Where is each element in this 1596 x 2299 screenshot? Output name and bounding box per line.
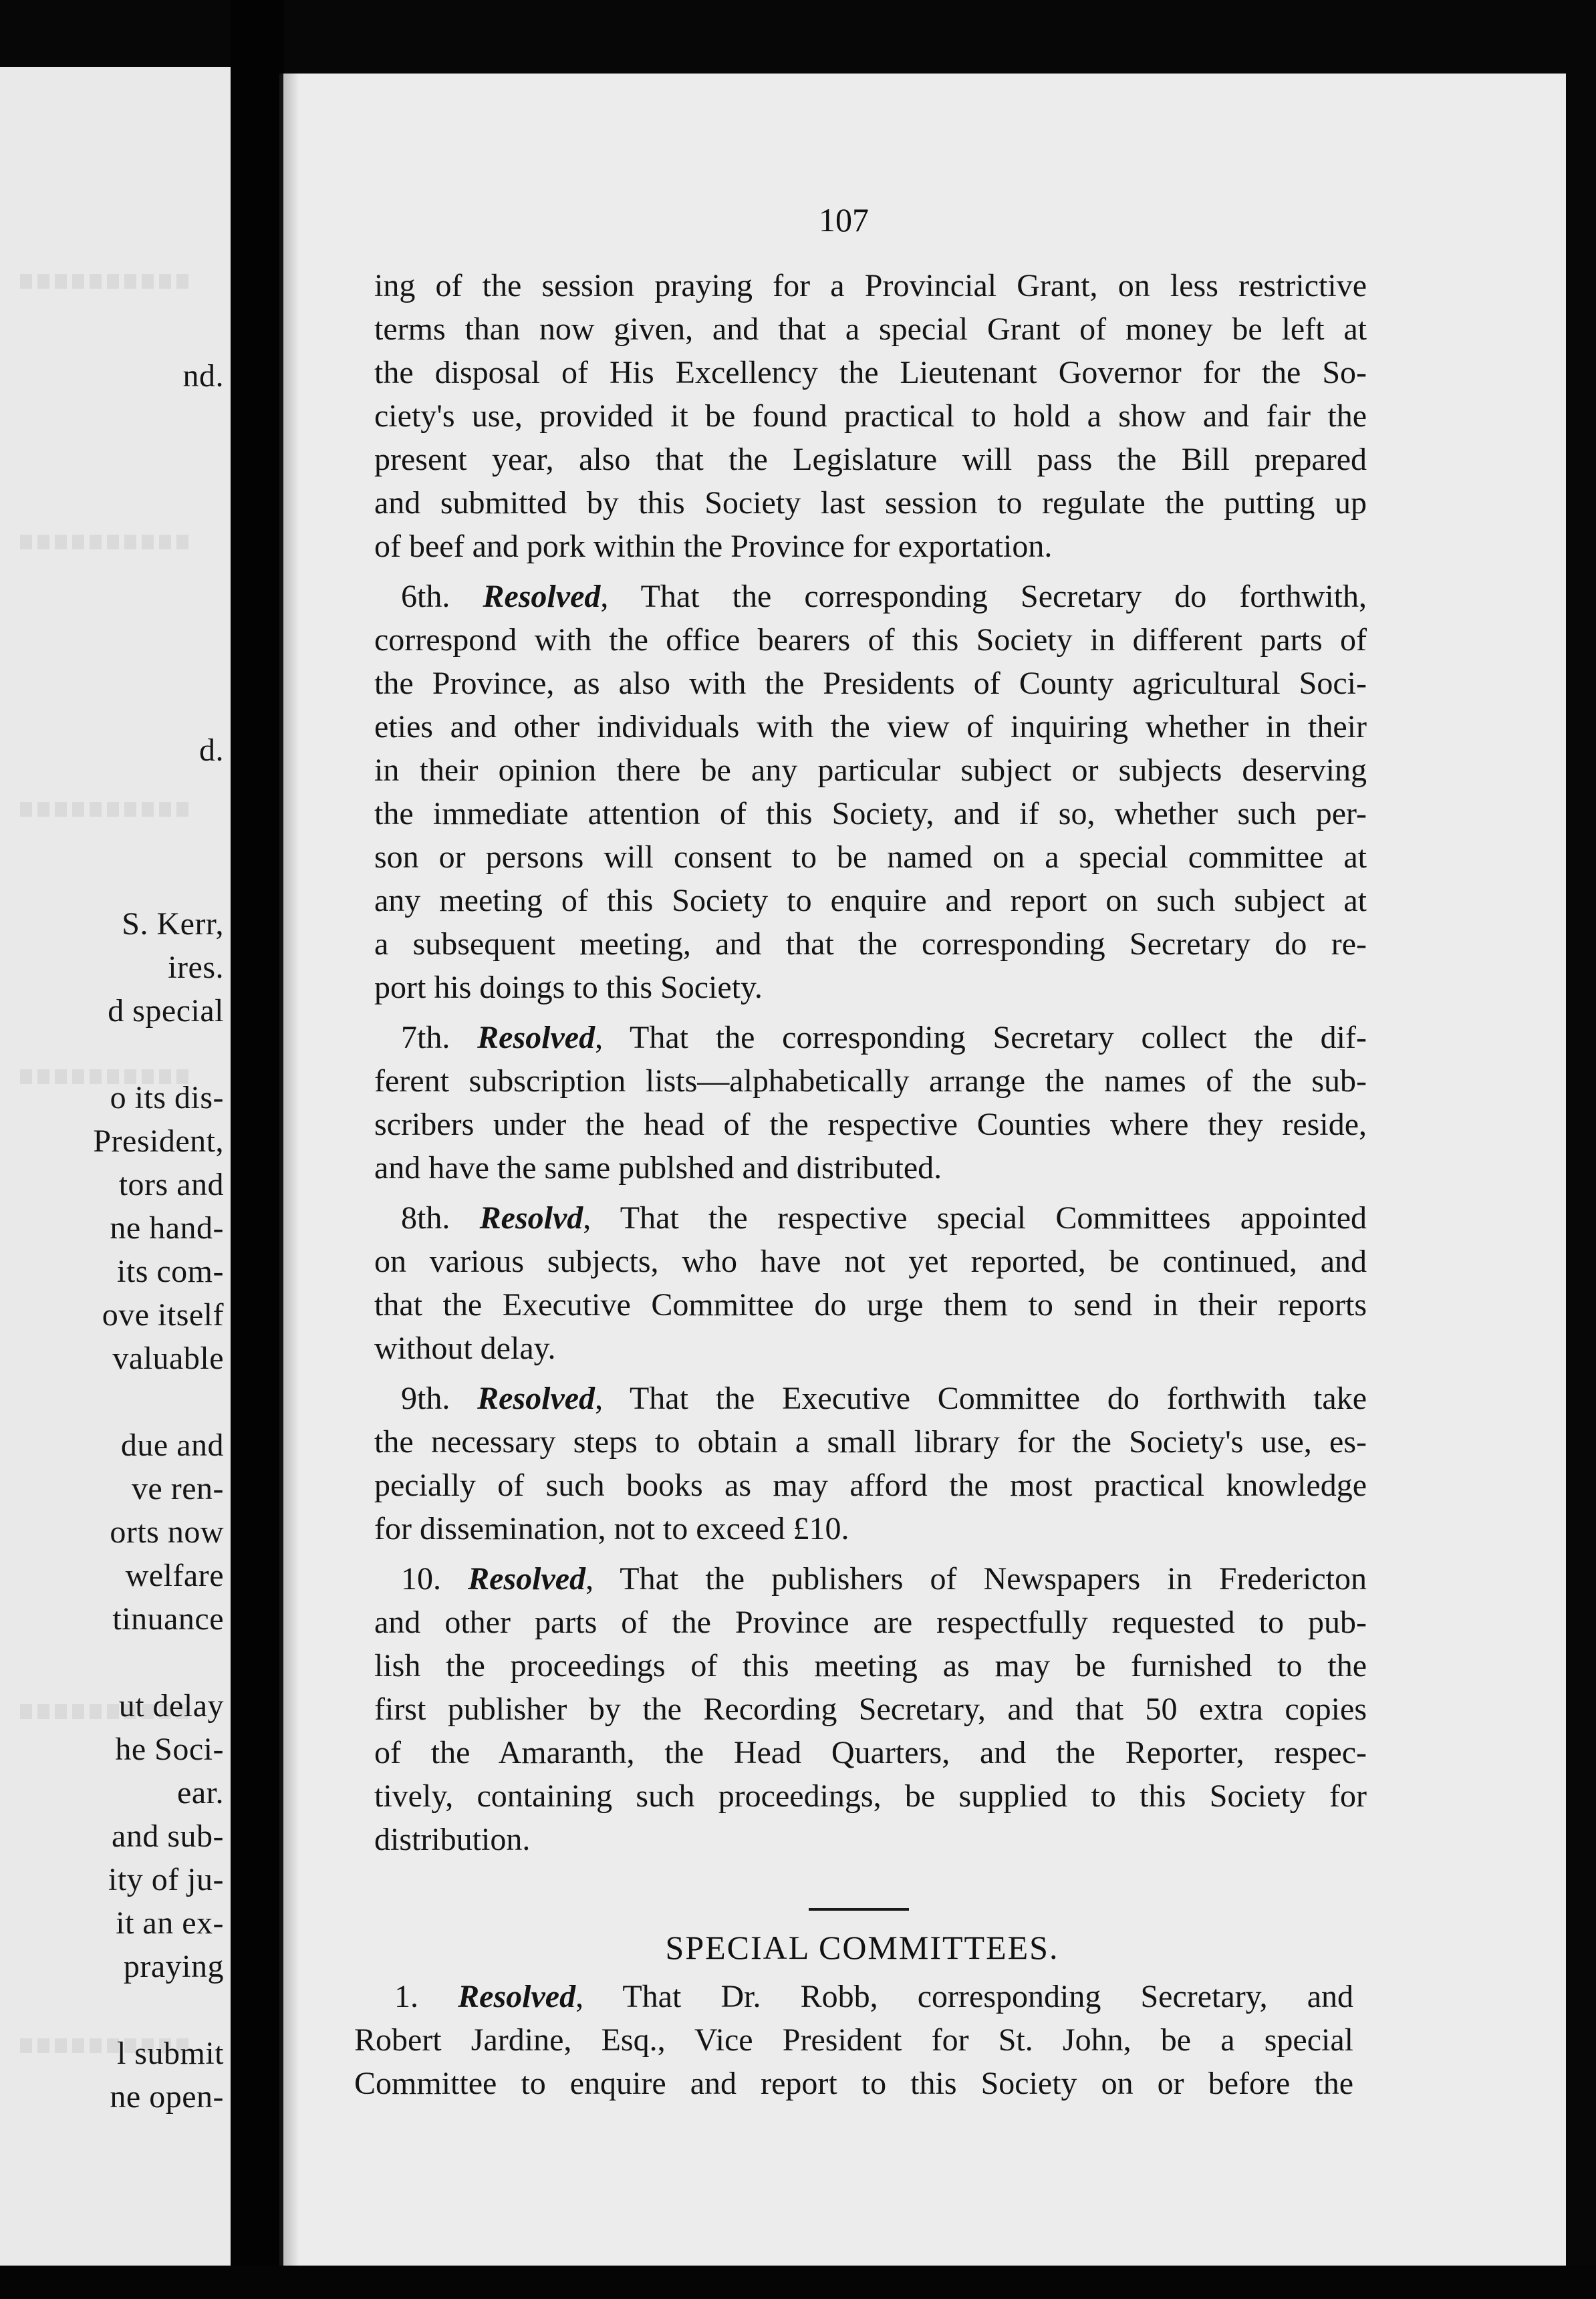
text-line: correspond with the office bearers of this Society in different parts of <box>374 622 1367 658</box>
text-line: of beef and pork within the Province for exportation. <box>374 529 1053 564</box>
text-line: in their opinion there be any particular subject or subjects deserving <box>374 753 1367 788</box>
text-line: of the Amaranth, the Head Quarters, and the Reporter, respec- <box>374 1735 1367 1770</box>
text-line: the immediate attention of this Society, and if so, whether such per- <box>374 796 1367 831</box>
text-line: a subsequent meeting, and that the corresponding Secretary do re- <box>374 926 1367 962</box>
text-line: and submitted by this Society last session to regulate the putting up <box>374 485 1367 521</box>
text-line: ing of the session praying for a Provincial Grant, on less restrictive <box>374 268 1367 303</box>
left-page-line: nd. <box>182 358 224 394</box>
left-page-line: due and <box>120 1428 224 1463</box>
section-divider <box>809 1908 909 1911</box>
text-line: 7th. Resolved, That the corresponding Secretary collect the dif- <box>401 1020 1367 1055</box>
text-line: scribers under the head of the respective Counties where they reside, <box>374 1107 1367 1142</box>
left-page-line: ve ren- <box>131 1471 224 1506</box>
text-line: pecially of such books as may afford the most practical knowledge <box>374 1468 1367 1503</box>
left-page-line: ove itself <box>102 1297 224 1333</box>
text-line: 10. Resolved, That the publishers of Newspapers in Fredericton <box>401 1561 1367 1597</box>
left-page-line: ires. <box>168 950 224 985</box>
text-line: 9th. Resolved, That the Executive Committee do forthwith take <box>401 1381 1367 1416</box>
left-page-line: it an ex- <box>116 1905 224 1941</box>
text-line: the disposal of His Excellency the Lieutenant Governor for the So- <box>374 355 1367 390</box>
left-page-line: o its dis- <box>110 1080 224 1115</box>
scan-border <box>0 2266 1596 2299</box>
text-line: any meeting of this Society to enquire and report on such subject at <box>374 883 1367 918</box>
left-page-line: tinuance <box>112 1601 224 1637</box>
committees-body <box>354 1975 1353 2105</box>
page-number: 107 <box>819 201 869 239</box>
text-line: the Province, as also with the Presidents of County agricultural Soci- <box>374 666 1367 701</box>
bleed-through <box>20 274 194 289</box>
left-page-line: ut delay <box>118 1688 224 1724</box>
left-page-line: ne open- <box>110 2079 224 2115</box>
left-page-line: and sub- <box>112 1818 224 1854</box>
left-page-line: he Soci- <box>115 1732 224 1767</box>
left-page-line: d. <box>199 732 224 768</box>
bleed-through <box>20 802 194 817</box>
text-line: tively, containing such proceedings, be supplied to this Society for <box>374 1778 1367 1814</box>
facing-page-left <box>0 67 231 2266</box>
left-page-line: ity of ju- <box>108 1862 224 1897</box>
text-line: eties and other individuals with the view of inquiring whether in their <box>374 709 1367 745</box>
left-page-line: welfare <box>125 1558 224 1593</box>
text-line: distribution. <box>374 1822 531 1857</box>
text-line: and have the same publshed and distributed. <box>374 1150 942 1186</box>
text-line: ferent subscription lists—alphabetically arrange the names of the sub- <box>374 1063 1367 1099</box>
text-line: terms than now given, and that a special Grant of money be left at <box>374 311 1367 347</box>
text-line: Committee to enquire and report to this Society on or before the <box>354 2066 1353 2101</box>
text-line: that the Executive Committee do urge them to send in their reports <box>374 1287 1367 1323</box>
bleed-through <box>20 535 194 549</box>
book-gutter <box>231 0 284 2299</box>
text-line: and other parts of the Province are respectfully requested to pub- <box>374 1605 1367 1640</box>
page-edge-shadow <box>279 74 299 2266</box>
text-line: Robert Jardine, Esq., Vice President for St. John, be a special <box>354 2022 1353 2058</box>
left-page-line: praying <box>123 1949 224 1984</box>
text-line: 8th. Resolvd, That the respective special Committees appointed <box>401 1200 1367 1236</box>
left-page-line: tors and <box>118 1167 224 1202</box>
text-line: 6th. Resolved, That the corresponding Secretary do forthwith, <box>401 579 1367 614</box>
left-page-line: ne hand- <box>110 1210 224 1246</box>
left-page-line: d special <box>108 993 224 1029</box>
text-line: present year, also that the Legislature will pass the Bill prepared <box>374 442 1367 477</box>
left-page-line: l submit <box>116 2036 224 2071</box>
left-page-line: ear. <box>177 1775 224 1810</box>
text-line: without delay. <box>374 1331 556 1366</box>
section-heading: SPECIAL COMMITTEES. <box>665 1929 1059 1966</box>
left-page-line: President, <box>93 1123 224 1159</box>
text-line: son or persons will consent to be named on a special committee at <box>374 839 1367 875</box>
text-line: port his doings to this Society. <box>374 970 763 1005</box>
left-page-line: orts now <box>110 1514 224 1550</box>
text-line: first publisher by the Recording Secretary, and that 50 extra copies <box>374 1692 1367 1727</box>
text-line: on various subjects, who have not yet reported, be continued, and <box>374 1244 1367 1279</box>
text-line: for dissemination, not to exceed £10. <box>374 1511 849 1546</box>
left-page-line: valuable <box>112 1341 224 1376</box>
left-page-line: S. Kerr, <box>122 906 224 942</box>
text-line: the necessary steps to obtain a small library for the Society's use, es- <box>374 1424 1367 1460</box>
left-page-line: its com- <box>117 1254 224 1289</box>
text-line: lish the proceedings of this meeting as may be furnished to the <box>374 1648 1367 1683</box>
text-line: ciety's use, provided it be found practical to hold a show and fair the <box>374 398 1367 434</box>
page-body <box>374 264 1367 1861</box>
text-line: 1. Resolved, That Dr. Robb, corresponding Secretary, and <box>394 1979 1354 2014</box>
